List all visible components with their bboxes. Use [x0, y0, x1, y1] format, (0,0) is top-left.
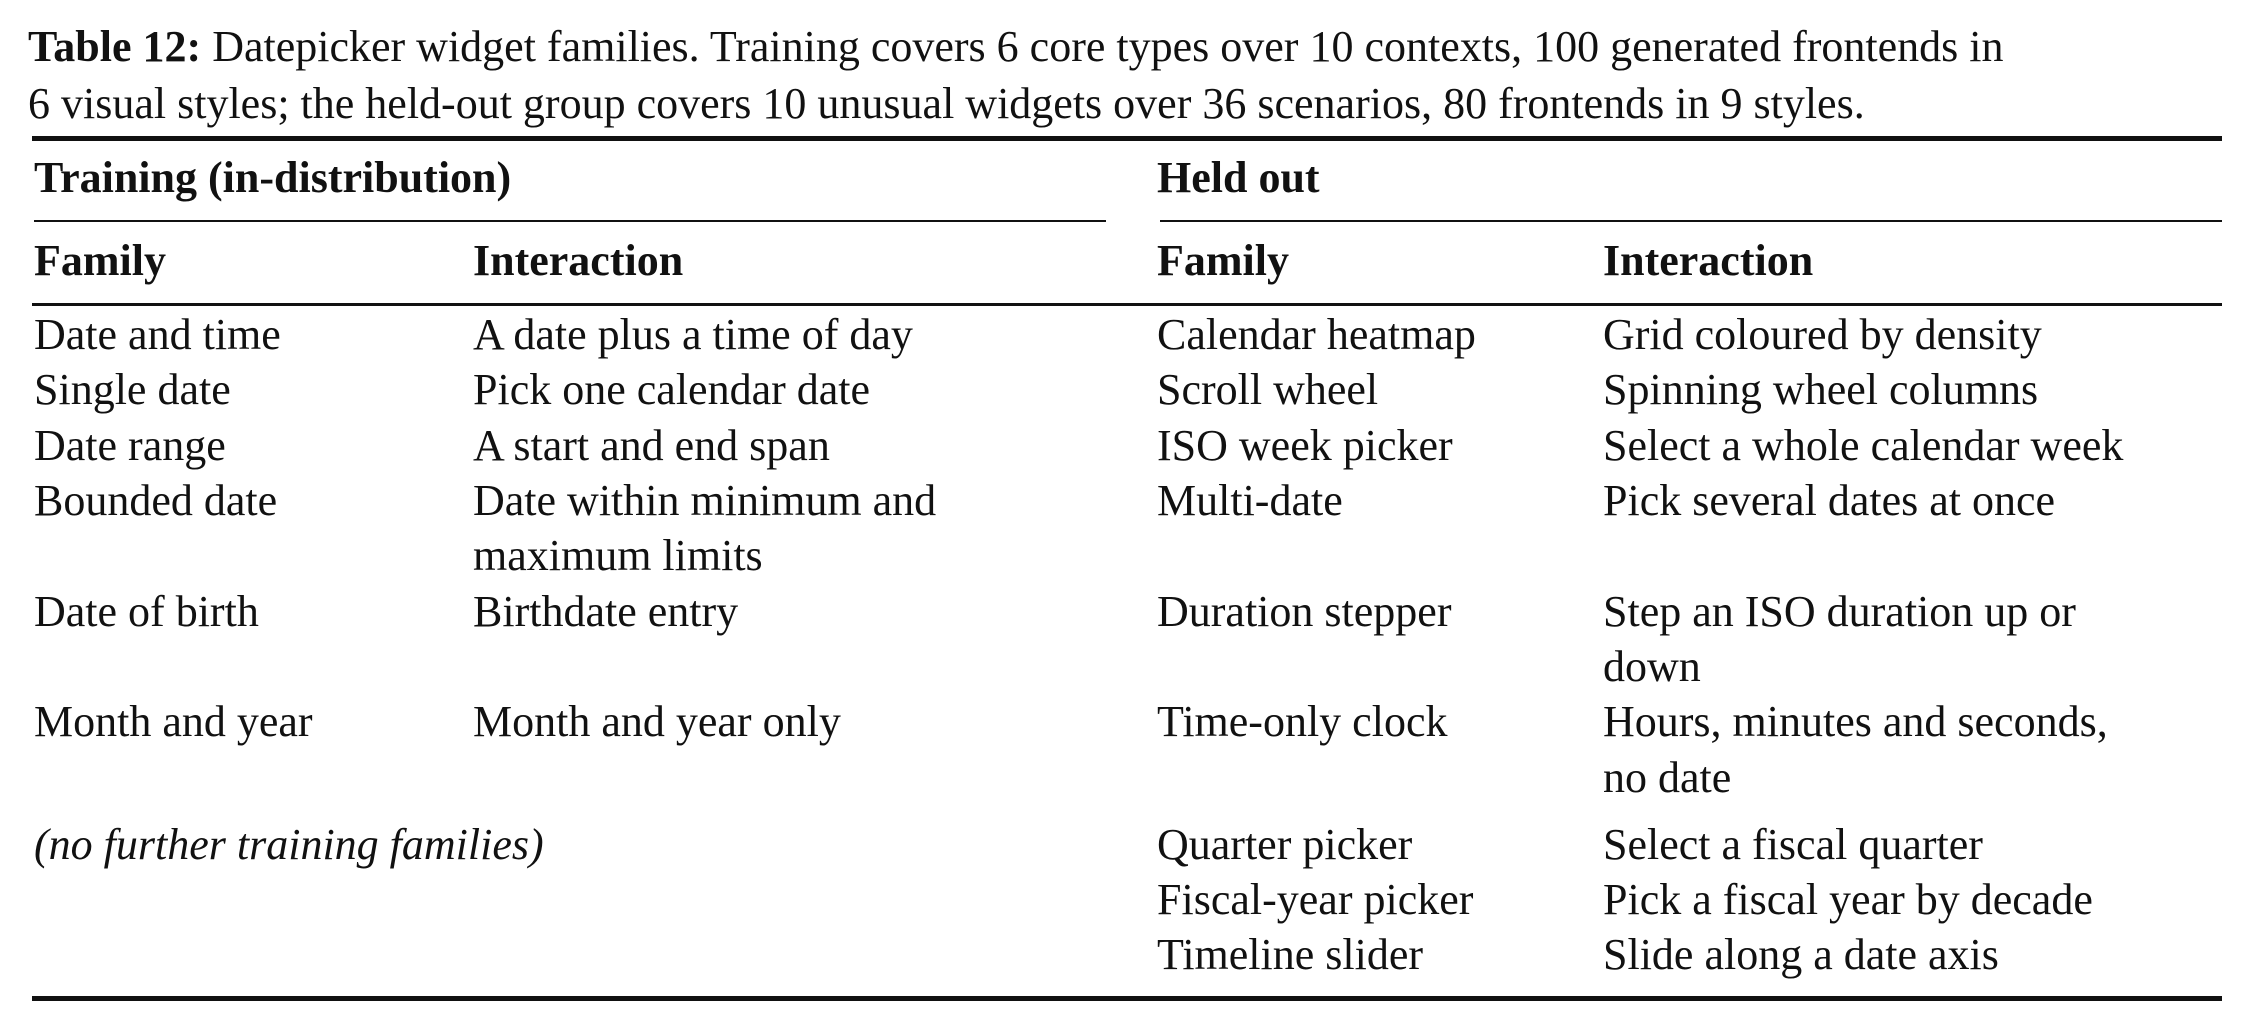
heldout-family-7: Quarter picker: [1157, 820, 1413, 869]
heldout-interaction-2: Spinning wheel columns: [1603, 365, 2039, 414]
training-family-6: Month and year: [34, 697, 313, 746]
column-header-training-interaction: Interaction: [473, 236, 684, 285]
heldout-interaction-7: Select a fiscal quarter: [1603, 820, 1983, 869]
bottom-rule: [32, 996, 2222, 1001]
header-rule: [32, 303, 2222, 306]
column-header-heldout-interaction: Interaction: [1603, 236, 1814, 285]
heldout-interaction-1: Grid coloured by density: [1603, 310, 2042, 359]
heldout-interaction-8: Pick a fiscal year by decade: [1603, 875, 2093, 924]
training-interaction-5: Birthdate entry: [473, 587, 739, 636]
group-rule-training: [34, 220, 1106, 222]
training-note: (no further training families): [34, 820, 544, 869]
heldout-interaction-4: Pick several dates at once: [1603, 476, 2056, 525]
training-family-2: Single date: [34, 365, 231, 414]
training-family-5: Date of birth: [34, 587, 259, 636]
group-header-training: Training (in-distribution): [34, 153, 512, 202]
training-interaction-4-line-2: maximum limits: [473, 531, 763, 580]
heldout-family-3: ISO week picker: [1157, 421, 1453, 470]
table-caption: [28, 18, 2228, 132]
heldout-family-9: Timeline slider: [1157, 930, 1424, 979]
caption-label: Table 12:: [28, 22, 202, 71]
heldout-family-1: Calendar heatmap: [1157, 310, 1476, 359]
caption-line-1: [28, 18, 2228, 75]
training-family-3: Date range: [34, 421, 226, 470]
heldout-family-2: Scroll wheel: [1157, 365, 1379, 414]
heldout-family-4: Multi-date: [1157, 476, 1343, 525]
heldout-interaction-5-line-2: down: [1603, 642, 1701, 691]
training-interaction-3: A start and end span: [473, 421, 830, 470]
heldout-interaction-9: Slide along a date axis: [1603, 930, 1999, 979]
heldout-family-8: Fiscal-year picker: [1157, 875, 1474, 924]
training-interaction-1: A date plus a time of day: [473, 310, 913, 359]
column-header-training-family: Family: [34, 236, 166, 285]
heldout-family-5: Duration stepper: [1157, 587, 1452, 636]
training-family-4: Bounded date: [34, 476, 278, 525]
training-interaction-6: Month and year only: [473, 697, 841, 746]
heldout-interaction-3: Select a whole calendar week: [1603, 421, 2124, 470]
caption-text-1: Datepicker widget families. Training covers 6 core types over 10 contexts, 100 generated frontends in: [212, 22, 2004, 71]
heldout-family-6: Time-only clock: [1157, 697, 1448, 746]
group-rule-heldout: [1160, 220, 2222, 222]
training-family-1: Date and time: [34, 310, 281, 359]
heldout-interaction-6-line-2: no date: [1603, 753, 1732, 802]
heldout-interaction-6-line-1: Hours, minutes and seconds,: [1603, 697, 2108, 746]
training-interaction-4-line-1: Date within minimum and: [473, 476, 937, 525]
group-header-heldout: Held out: [1157, 153, 1320, 202]
caption-text-2: 6 visual styles; the held-out group covers 10 unusual widgets over 36 scenarios, 80 frontends in 9 styles.: [28, 79, 1865, 128]
training-interaction-2: Pick one calendar date: [473, 365, 871, 414]
column-header-heldout-family: Family: [1157, 236, 1289, 285]
heldout-interaction-5-line-1: Step an ISO duration up or: [1603, 587, 2076, 636]
top-rule: [32, 136, 2222, 141]
